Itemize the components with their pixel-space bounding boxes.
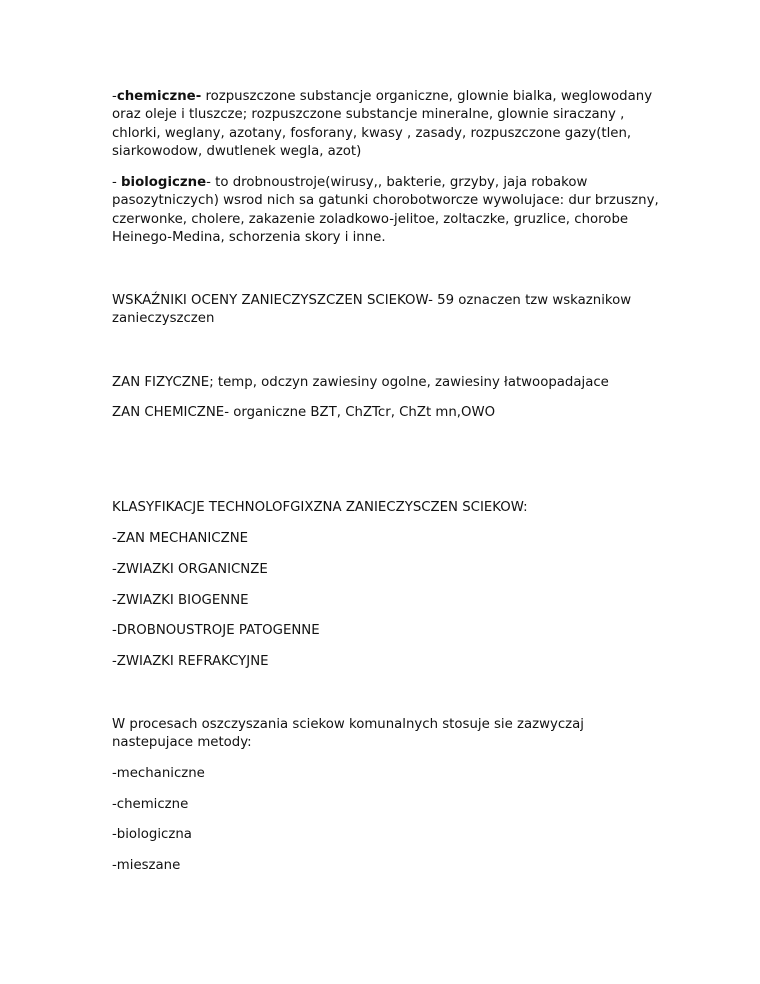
list-item: -chemiczne: [112, 797, 189, 812]
paragraph-wskazniki: WSKAŹNIKI OCENY ZANIECZYSZCZEN SCIEKOW- 59 oznaczen tzw wskaznikow zanieczyszczen: [112, 293, 632, 327]
list-item: -biologiczna: [112, 827, 192, 842]
list-item: -ZWIAZKI REFRAKCYJNE: [112, 654, 269, 669]
paragraph-chemiczne-text: rozpuszczone substancje organiczne, glownie bialka, weglowodany oraz oleje i tluszcze; rozpuszczone substancje mineralne, glownie siraczany , chlorki, weglany, azotany, fosforany, kwasy , zasady, rozpuszczone gazy(tlen, siarkowodow, dwutlenek wegla, azot): [112, 89, 653, 159]
paragraph-chemiczne: [112, 88, 660, 161]
paragraph-biologiczne: [112, 174, 660, 247]
paragraph-klasyfikacje: KLASYFIKACJE TECHNOLOFGIXZNA ZANIECZYSCZEN SCIEKOW:: [112, 500, 528, 515]
paragraph-chemiczne-prefix: -: [112, 89, 117, 104]
paragraph-biologiczne-prefix: -: [112, 175, 122, 190]
list-item: -ZWIAZKI BIOGENNE: [112, 593, 249, 608]
paragraph-zan-chemiczne: ZAN CHEMICZNE- organiczne BZT, ChZTcr, ChZt mn,OWO: [112, 405, 496, 420]
paragraph-procesy: W procesach oszczyszania sciekow komunalnych stosuje sie zazwyczaj nastepujace metody:: [112, 717, 585, 751]
list-item: -ZAN MECHANICZNE: [112, 531, 249, 546]
term-chemiczne: chemiczne-: [116, 89, 202, 104]
term-biologiczne: biologiczne: [121, 175, 207, 190]
list-item: -DROBNOUSTROJE PATOGENNE: [112, 623, 320, 638]
list-item: -mieszane: [112, 858, 181, 873]
paragraph-zan-fizyczne: ZAN FIZYCZNE; temp, odczyn zawiesiny ogolne, zawiesiny łatwoopadajace: [112, 375, 609, 390]
list-item: -ZWIAZKI ORGANICNZE: [112, 562, 268, 577]
paragraph-biologiczne-text: - to drobnoustroje(wirusy,, bakterie, grzyby, jaja robakow pasozytniczych) wsrod nich sa gatunki chorobotworcze wywolujace: dur brzuszny, czerwonke, cholere, zakazenie zoladkowo-jelitoe, zoltaczke, gruzlice, chorobe Heinego-Medina, schorzenia skory i inne.: [112, 175, 659, 245]
list-item: -mechaniczne: [112, 766, 205, 781]
